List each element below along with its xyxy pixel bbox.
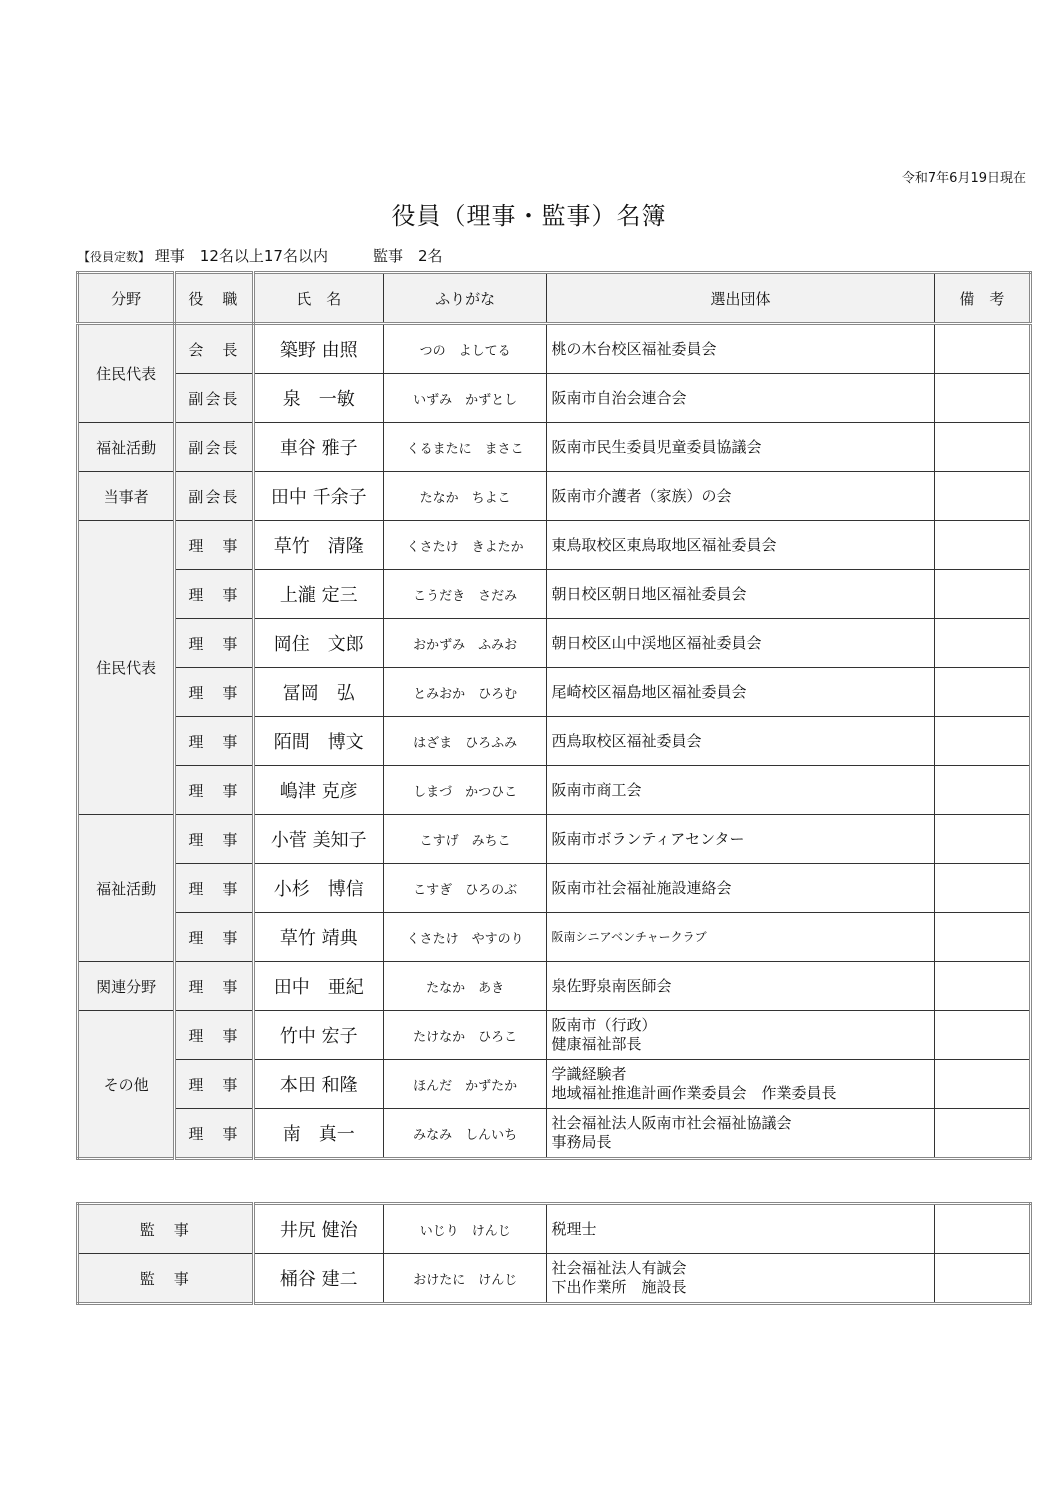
role-cell: 理 事 <box>175 815 253 864</box>
kana-cell: たけなか ひろこ <box>383 1011 547 1060</box>
table-row <box>78 864 1031 913</box>
role-cell: 監 事 <box>78 1204 254 1254</box>
name-cell: 田中 千余子 <box>253 472 383 521</box>
org-cell <box>547 962 934 1011</box>
org-cell <box>547 864 934 913</box>
org-line: 阪南市商工会 <box>551 780 642 799</box>
role-cell: 理 事 <box>175 1109 253 1159</box>
note-cell <box>934 913 1030 962</box>
field-cell: 当事者 <box>78 472 175 521</box>
note-cell <box>934 815 1030 864</box>
org-cell <box>547 766 934 815</box>
table-row <box>78 815 1031 864</box>
table-row <box>78 1204 1031 1254</box>
name-cell: 田中 亜紀 <box>253 962 383 1011</box>
field-cell: 関連分野 <box>78 962 175 1011</box>
org-cell <box>547 1011 934 1060</box>
role-cell: 理 事 <box>175 913 253 962</box>
kana-cell: こすぎ ひろのぶ <box>383 864 547 913</box>
kana-cell: しまづ かつひこ <box>383 766 547 815</box>
name-cell: 草竹 清隆 <box>253 521 383 570</box>
org-line: 事務局長 <box>551 1133 612 1151</box>
name-cell: 泉 一敏 <box>253 374 383 423</box>
kana-cell: つの よしてる <box>383 324 547 374</box>
name-cell: 小杉 博信 <box>253 864 383 913</box>
table-row <box>78 374 1031 423</box>
role-cell: 会 長 <box>175 324 253 374</box>
name-cell: 岡住 文郎 <box>253 619 383 668</box>
auditors-table <box>76 1202 1032 1305</box>
table-row <box>78 1254 1031 1304</box>
note-cell <box>934 766 1030 815</box>
name-cell: 上瀧 定三 <box>253 570 383 619</box>
name-cell: 車谷 雅子 <box>253 423 383 472</box>
org-line: 朝日校区朝日地区福祉委員会 <box>551 584 747 603</box>
header-field: 分野 <box>78 273 175 324</box>
kana-cell: くるまたに まさこ <box>383 423 547 472</box>
org-line: 東鳥取校区東鳥取地区福祉委員会 <box>551 535 777 554</box>
org-line: 朝日校区山中渓地区福祉委員会 <box>551 633 762 652</box>
org-line: 阪南市民生委員児童委員協議会 <box>551 437 762 456</box>
note-cell <box>934 668 1030 717</box>
as-of-date: 令和7年6月19日現在 <box>901 171 1026 186</box>
table-row <box>78 521 1031 570</box>
name-cell: 冨岡 弘 <box>253 668 383 717</box>
note-cell <box>934 324 1030 374</box>
note-cell <box>934 570 1030 619</box>
org-line: 阪南シニアベンチャークラブ <box>551 929 707 944</box>
org-line: 西鳥取校区福祉委員会 <box>551 731 702 750</box>
table-row <box>78 962 1031 1011</box>
org-line: 泉佐野泉南医師会 <box>551 976 672 995</box>
table-row <box>78 766 1031 815</box>
kana-cell: こすげ みちこ <box>383 815 547 864</box>
field-cell: 福祉活動 <box>78 815 175 962</box>
field-cell: 住民代表 <box>78 521 175 815</box>
org-cell <box>547 717 934 766</box>
role-cell: 理 事 <box>175 766 253 815</box>
note-cell <box>934 1109 1030 1159</box>
role-cell: 理 事 <box>175 1060 253 1109</box>
org-cell <box>547 472 934 521</box>
note-cell <box>934 374 1030 423</box>
role-cell: 副会長 <box>175 423 253 472</box>
header-org: 選出団体 <box>547 273 934 324</box>
org-line: 下出作業所 施設長 <box>551 1278 687 1296</box>
note-cell <box>934 472 1030 521</box>
header-name: 氏 名 <box>253 273 383 324</box>
header-note: 備 考 <box>934 273 1030 324</box>
note-cell <box>934 864 1030 913</box>
org-cell <box>547 1060 934 1109</box>
org-cell <box>547 913 934 962</box>
org-cell <box>547 668 934 717</box>
role-cell: 理 事 <box>175 570 253 619</box>
name-cell: 南 真一 <box>253 1109 383 1159</box>
quota-text: 理事 12名以上17名以内 監事 2名 <box>154 247 443 265</box>
note-cell <box>934 1254 1030 1304</box>
header-role: 役 職 <box>175 273 253 324</box>
kana-cell: おけたに けんじ <box>383 1254 547 1304</box>
note-cell <box>934 1011 1030 1060</box>
role-cell: 副会長 <box>175 472 253 521</box>
note-cell <box>934 619 1030 668</box>
kana-cell: はざま ひろふみ <box>383 717 547 766</box>
org-line: 尾崎校区福島地区福祉委員会 <box>551 682 747 701</box>
note-cell <box>934 717 1030 766</box>
org-cell <box>547 521 934 570</box>
kana-cell: ほんだ かずたか <box>383 1060 547 1109</box>
role-cell: 理 事 <box>175 619 253 668</box>
org-line: 桃の木台校区福祉委員会 <box>551 339 717 358</box>
name-cell: 桶谷 建二 <box>253 1254 383 1304</box>
org-line: 阪南市自治会連合会 <box>551 388 687 407</box>
quota-line <box>78 245 443 266</box>
header-kana: ふりがな <box>383 273 547 324</box>
org-cell <box>547 324 934 374</box>
org-line: 阪南市（行政） <box>551 1016 657 1034</box>
field-cell: 住民代表 <box>78 324 175 423</box>
role-cell: 理 事 <box>175 521 253 570</box>
kana-cell: くさたけ きよたか <box>383 521 547 570</box>
org-line: 阪南市社会福祉施設連絡会 <box>551 878 732 897</box>
kana-cell: たなか ちよこ <box>383 472 547 521</box>
kana-cell: いじり けんじ <box>383 1204 547 1254</box>
note-cell <box>934 521 1030 570</box>
kana-cell: おかずみ ふみお <box>383 619 547 668</box>
org-line: 社会福祉法人有誠会 <box>551 1259 687 1277</box>
role-cell: 理 事 <box>175 962 253 1011</box>
table-row <box>78 1060 1031 1109</box>
name-cell: 陌間 博文 <box>253 717 383 766</box>
table-row <box>78 570 1031 619</box>
name-cell: 小菅 美知子 <box>253 815 383 864</box>
table-row <box>78 1011 1031 1060</box>
table-row <box>78 668 1031 717</box>
kana-cell: とみおか ひろむ <box>383 668 547 717</box>
field-cell: その他 <box>78 1011 175 1159</box>
kana-cell: いずみ かずとし <box>383 374 547 423</box>
officers-table <box>76 271 1032 1160</box>
org-cell <box>547 815 934 864</box>
quota-label: 【役員定数】 <box>78 250 151 264</box>
table-row <box>78 1109 1031 1159</box>
name-cell: 本田 和隆 <box>253 1060 383 1109</box>
kana-cell: みなみ しんいち <box>383 1109 547 1159</box>
name-cell: 草竹 靖典 <box>253 913 383 962</box>
org-line: 税理士 <box>551 1219 597 1238</box>
org-line: 学識経験者 <box>551 1065 627 1083</box>
kana-cell: くさたけ やすのり <box>383 913 547 962</box>
org-cell <box>547 423 934 472</box>
org-line: 社会福祉法人阪南市社会福祉協議会 <box>551 1114 792 1132</box>
role-cell: 理 事 <box>175 668 253 717</box>
table-row <box>78 472 1031 521</box>
table-row <box>78 717 1031 766</box>
table-row <box>78 423 1031 472</box>
name-cell: 嶋津 克彦 <box>253 766 383 815</box>
name-cell: 築野 由照 <box>253 324 383 374</box>
org-cell <box>547 619 934 668</box>
org-cell <box>547 570 934 619</box>
org-cell <box>547 1204 934 1254</box>
role-cell: 理 事 <box>175 1011 253 1060</box>
header-row <box>78 273 1031 324</box>
kana-cell: たなか あき <box>383 962 547 1011</box>
role-cell: 監 事 <box>78 1254 254 1304</box>
org-line: 阪南市介護者（家族）の会 <box>551 486 732 505</box>
page-title: 役員（理事・監事）名簿 <box>391 202 667 230</box>
org-line: 阪南市ボランティアセンター <box>551 829 745 848</box>
role-cell: 理 事 <box>175 864 253 913</box>
name-cell: 竹中 宏子 <box>253 1011 383 1060</box>
role-cell: 副会長 <box>175 374 253 423</box>
note-cell <box>934 1204 1030 1254</box>
field-cell: 福祉活動 <box>78 423 175 472</box>
org-line: 健康福祉部長 <box>551 1035 642 1053</box>
org-line: 地域福祉推進計画作業委員会 作業委員長 <box>551 1084 837 1102</box>
table-row <box>78 619 1031 668</box>
note-cell <box>934 1060 1030 1109</box>
table-row <box>78 913 1031 962</box>
name-cell: 井尻 健治 <box>253 1204 383 1254</box>
table-row <box>78 324 1031 374</box>
note-cell <box>934 962 1030 1011</box>
role-cell: 理 事 <box>175 717 253 766</box>
org-cell <box>547 1109 934 1159</box>
note-cell <box>934 423 1030 472</box>
org-cell <box>547 1254 934 1304</box>
kana-cell: こうだき さだみ <box>383 570 547 619</box>
org-cell <box>547 374 934 423</box>
